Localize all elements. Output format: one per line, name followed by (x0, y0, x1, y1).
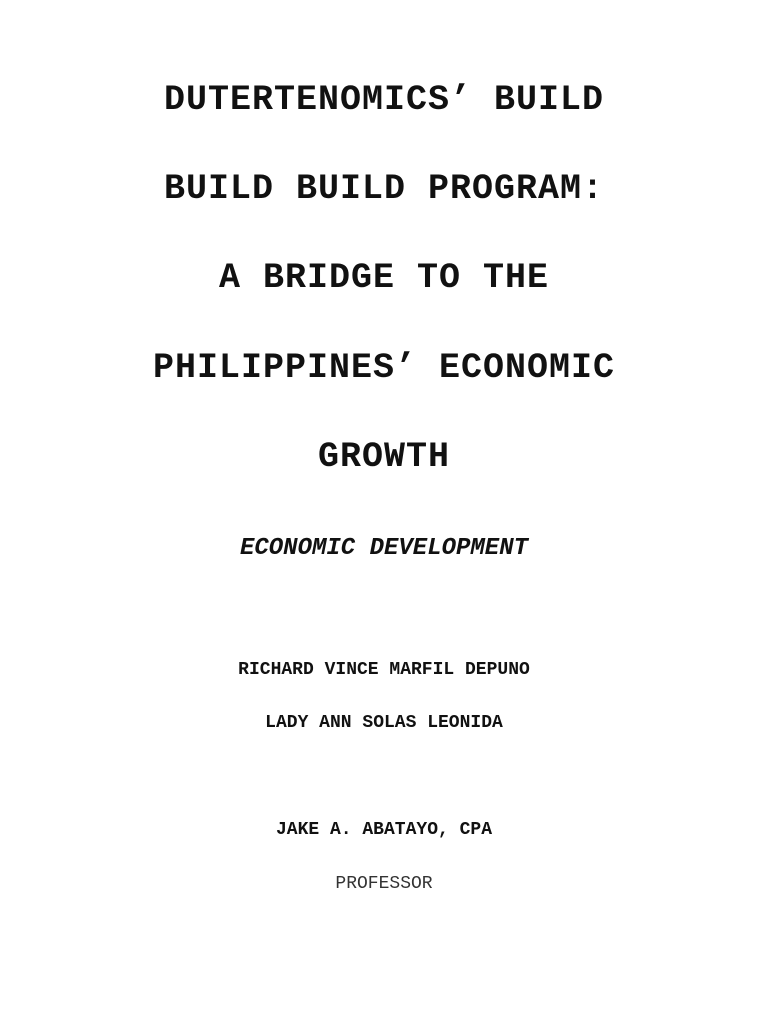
title-line-3: A BRIDGE TO THE (218, 258, 550, 298)
adviser-role: PROFESSOR (335, 874, 433, 894)
adviser-name: JAKE A. ABATAYO, CPA (275, 820, 493, 840)
title-line-2: BUILD BUILD PROGRAM: (163, 169, 605, 209)
title-line-4: PHILIPPINES’ ECONOMIC (152, 348, 616, 388)
subtitle: ECONOMIC DEVELOPMENT (239, 535, 529, 562)
title-line-1: DUTERTENOMICS’ BUILD (163, 80, 605, 120)
author-2: LADY ANN SOLAS LEONIDA (265, 713, 503, 733)
author-1: RICHARD VINCE MARFIL DEPUNO (238, 660, 530, 680)
title-line-5: GROWTH (317, 437, 451, 477)
